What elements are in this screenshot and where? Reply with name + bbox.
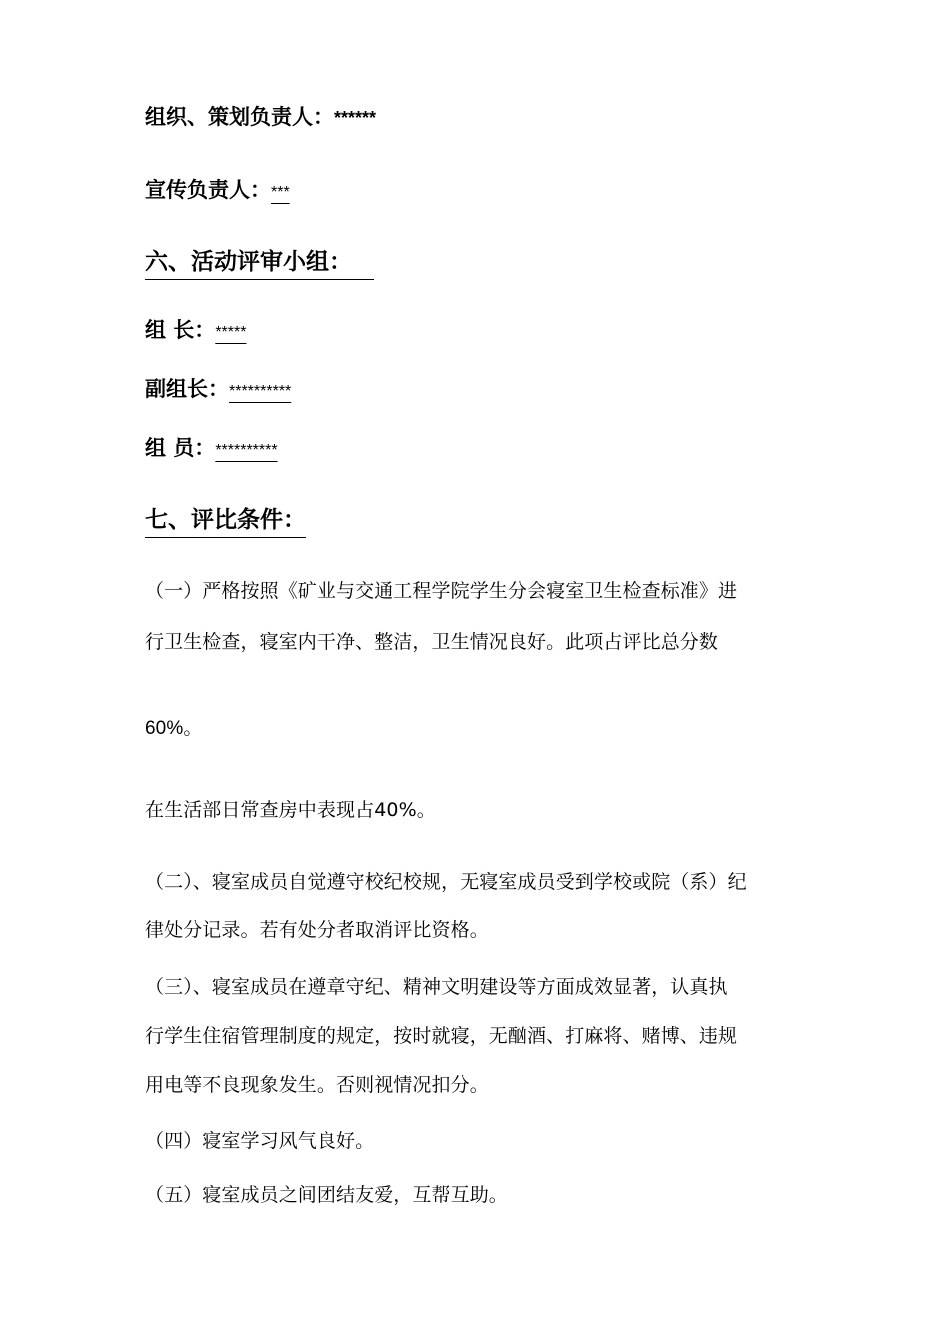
vice-leader-value: ********** [229, 383, 292, 400]
condition-3-line-1: （三）、寝室成员在遵章守纪、精神文明建设等方面成效显著，认真执 [145, 976, 728, 998]
member-label: 组 员： [145, 436, 216, 460]
publicity-label: 宣传负责人： [145, 178, 271, 202]
condition-4-line: （四）寝室学习风气良好。 [145, 1130, 375, 1152]
condition-2-line-1: （二）、寝室成员自觉遵守校纪校规，无寝室成员受到学校或院（系）纪 [145, 871, 747, 893]
publicity-value: *** [271, 184, 290, 201]
organizer-line [145, 103, 376, 132]
condition-1-line-1: （一）严格按照《矿业与交通工程学院学生分会寝室卫生检查标准》进 [145, 580, 738, 602]
section-6-heading [145, 247, 374, 280]
section-7-title: 七、评比条件： [145, 505, 306, 538]
leader-value: ***** [215, 324, 247, 341]
condition-3-line-2: 行学生住宿管理制度的规定，按时就寝，无酗酒、打麻将、赌博、违规 [145, 1025, 738, 1047]
vice-leader-label: 副组长： [145, 377, 229, 401]
organizer-value: ****** [334, 108, 377, 128]
condition-1-line-2: 行卫生检查，寝室内干净、整洁，卫生情况良好。此项占评比总分数 [145, 631, 719, 653]
organizer-label: 组织、策划负责人： [145, 105, 334, 129]
condition-2-line-2: 律处分记录。若有处分者取消评比资格。 [145, 919, 489, 941]
condition-3-line-3: 用电等不良现象发生。否则视情况扣分。 [145, 1074, 489, 1096]
vice-leader-line [145, 375, 291, 406]
section-7-heading [145, 505, 306, 538]
daily-inspection-line: 在生活部日常查房中表现占40%。 [145, 799, 436, 821]
leader-line [145, 316, 246, 347]
condition-5-line: （五）寝室成员之间团结友爱，互帮互助。 [145, 1184, 508, 1206]
publicity-line [145, 176, 290, 207]
leader-label: 组 长： [145, 318, 216, 342]
section-6-title: 六、活动评审小组： [145, 247, 374, 280]
condition-1-line-3: 60%。 [145, 718, 203, 739]
member-value: ********** [215, 442, 278, 459]
member-line [145, 434, 278, 465]
